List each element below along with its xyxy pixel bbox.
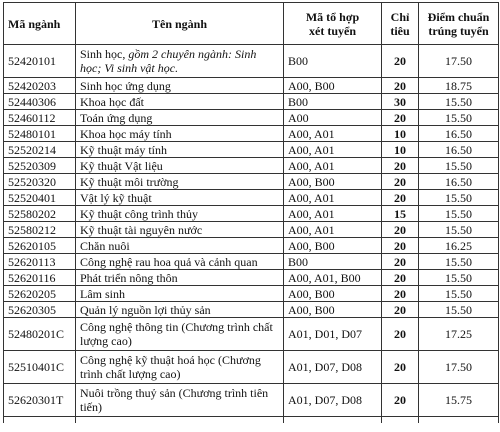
cell-code: 52520214: [4, 142, 76, 158]
cell-name: Sinh học ứng dụng: [76, 78, 284, 94]
table-row: [4, 238, 499, 254]
table-row: [4, 174, 499, 190]
cell-name-main: Sinh học,: [80, 47, 126, 61]
cell-score: 17.25: [419, 318, 499, 351]
empty-cell: [284, 417, 382, 424]
cell-score: 15.50: [419, 158, 499, 174]
header-score-line1: Điểm chuẩn: [427, 9, 490, 24]
cell-combo: A00, A01: [284, 158, 382, 174]
cell-combo: A00, B00: [284, 238, 382, 254]
cell-quota: 10: [382, 142, 419, 158]
cell-name: Lâm sinh: [76, 286, 284, 302]
cell-score: 16.50: [419, 142, 499, 158]
cell-quota: 20: [382, 78, 419, 94]
cell-combo: B00: [284, 45, 382, 78]
table-row: [4, 384, 499, 417]
cell-quota: 20: [382, 174, 419, 190]
table-row: [4, 158, 499, 174]
cell-quota: 20: [382, 190, 419, 206]
cell-quota: 15: [382, 206, 419, 222]
cell-score: 18.75: [419, 78, 499, 94]
cell-name: Khoa học đất: [76, 94, 284, 110]
table-row: [4, 302, 499, 318]
cell-combo: A00, A01: [284, 142, 382, 158]
table-row: [4, 318, 499, 351]
cell-quota: 20: [382, 45, 419, 78]
cell-score: 16.50: [419, 174, 499, 190]
table-row: [4, 110, 499, 126]
header-name: Tên ngành: [76, 3, 284, 45]
table-row: [4, 78, 499, 94]
cell-score: 15.50: [419, 302, 499, 318]
cell-score: 15.50: [419, 94, 499, 110]
cell-combo: B00: [284, 94, 382, 110]
header-score-line2: trúng tuyển: [428, 23, 489, 38]
cell-combo: A01, D01, D07: [284, 318, 382, 351]
cell-quota: 20: [382, 238, 419, 254]
admission-scores-table: [3, 2, 499, 423]
cell-name: Kỹ thuật Vật liệu: [76, 158, 284, 174]
table-row: [4, 286, 499, 302]
cell-name: Vật lý kỹ thuật: [76, 190, 284, 206]
cell-quota: 20: [382, 286, 419, 302]
cell-score: 15.50: [419, 206, 499, 222]
cell-quota: 30: [382, 94, 419, 110]
cell-quota: 20: [382, 318, 419, 351]
cell-quota: 20: [382, 384, 419, 417]
table-row: [4, 222, 499, 238]
cell-name: Phát triển nông thôn: [76, 270, 284, 286]
cell-name: Nuôi trồng thuỷ sản (Chương trình tiên tiến): [76, 384, 284, 417]
cell-quota: 20: [382, 270, 419, 286]
cell-name: Chăn nuôi: [76, 238, 284, 254]
empty-cell: [419, 417, 499, 424]
cell-combo: A00, B00: [284, 286, 382, 302]
header-code: Mã ngành: [4, 3, 76, 45]
table-row: [4, 190, 499, 206]
cell-name: Kỹ thuật tài nguyên nước: [76, 222, 284, 238]
cell-code: 52440306: [4, 94, 76, 110]
cell-combo: B00: [284, 254, 382, 270]
cell-name: Toán ứng dụng: [76, 110, 284, 126]
cell-quota: 10: [382, 126, 419, 142]
table-row: [4, 254, 499, 270]
cell-combo: A00: [284, 110, 382, 126]
table-header-row: [4, 3, 499, 45]
table-row: [4, 351, 499, 384]
cell-name: Công nghệ kỹ thuật hoá học (Chương trình chất lượng cao): [76, 351, 284, 384]
cell-score: 15.50: [419, 222, 499, 238]
cell-score: 17.50: [419, 45, 499, 78]
header-score: [419, 3, 499, 45]
table-row: [4, 45, 499, 78]
cell-name: Kỹ thuật công trình thủy: [76, 206, 284, 222]
table-row-cut-off: [4, 417, 499, 424]
cell-code: 52580212: [4, 222, 76, 238]
table-row: [4, 94, 499, 110]
cell-combo: A01, D07, D08: [284, 384, 382, 417]
cell-code: 52420203: [4, 78, 76, 94]
header-combo-line2: xét tuyển: [309, 23, 356, 38]
cell-combo: A00, B00: [284, 302, 382, 318]
cell-score: 16.50: [419, 126, 499, 142]
cell-score: 15.50: [419, 190, 499, 206]
cell-quota: 20: [382, 110, 419, 126]
cell-code: 52480201C: [4, 318, 76, 351]
cell-score: 15.50: [419, 286, 499, 302]
cell-name: [76, 45, 284, 78]
cell-combo: A00, A01: [284, 206, 382, 222]
cell-quota: 20: [382, 351, 419, 384]
cell-code: 52510401C: [4, 351, 76, 384]
cell-name: Kỹ thuật máy tính: [76, 142, 284, 158]
cell-code: 52520401: [4, 190, 76, 206]
cell-code: 52620116: [4, 270, 76, 286]
header-quota-line2: tiêu: [390, 23, 410, 38]
cell-score: 15.50: [419, 254, 499, 270]
cell-combo: A00, A01: [284, 126, 382, 142]
cell-code: 52420101: [4, 45, 76, 78]
cell-combo: A00, A01, B00: [284, 270, 382, 286]
cell-code: 52480101: [4, 126, 76, 142]
cell-code: 52580202: [4, 206, 76, 222]
cell-code: 52620305: [4, 302, 76, 318]
header-combo-line1: Mã tổ hợp: [305, 9, 360, 24]
cell-score: 16.25: [419, 238, 499, 254]
cell-code: 52620105: [4, 238, 76, 254]
table-row: [4, 270, 499, 286]
cell-score: 17.50: [419, 351, 499, 384]
cell-code: 52620301T: [4, 384, 76, 417]
cell-combo: A01, D07, D08: [284, 351, 382, 384]
cell-quota: 20: [382, 254, 419, 270]
table-row: [4, 142, 499, 158]
empty-cell: [4, 417, 76, 424]
cell-combo: A00, A01: [284, 222, 382, 238]
cell-name: Quản lý nguồn lợi thủy sản: [76, 302, 284, 318]
cell-combo: A00, A01: [284, 190, 382, 206]
cell-code: 52520320: [4, 174, 76, 190]
cell-code: 52620113: [4, 254, 76, 270]
cell-name-note: gồm 2 chuyên ngành: Sinh học; Vi sinh vật học.: [80, 47, 257, 75]
cell-score: 15.50: [419, 110, 499, 126]
cell-quota: 20: [382, 302, 419, 318]
table-row: [4, 206, 499, 222]
empty-cell: [76, 417, 284, 424]
cell-combo: A00, B00: [284, 174, 382, 190]
cell-code: 52460112: [4, 110, 76, 126]
cell-name: Công nghệ rau hoa quả và cảnh quan: [76, 254, 284, 270]
header-quota: [382, 3, 419, 45]
header-combo: [284, 3, 382, 45]
cell-code: 52620205: [4, 286, 76, 302]
cell-name: Kỹ thuật môi trường: [76, 174, 284, 190]
cell-combo: A00, B00: [284, 78, 382, 94]
cell-name: Khoa học máy tính: [76, 126, 284, 142]
cell-name: Công nghệ thông tin (Chương trình chất lượng cao): [76, 318, 284, 351]
cell-score: 15.75: [419, 384, 499, 417]
empty-cell: [382, 417, 419, 424]
cell-quota: 20: [382, 222, 419, 238]
cell-code: 52520309: [4, 158, 76, 174]
header-quota-line1: Chỉ: [390, 9, 410, 24]
cell-quota: 20: [382, 158, 419, 174]
cell-score: 15.50: [419, 270, 499, 286]
table-row: [4, 126, 499, 142]
